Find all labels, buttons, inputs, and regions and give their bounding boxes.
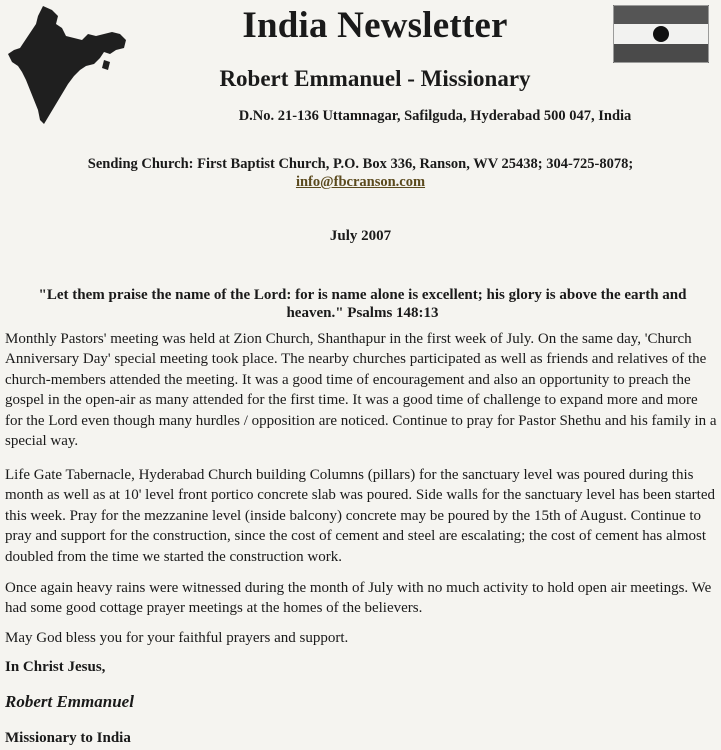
newsletter-date: July 2007 — [329, 228, 392, 244]
paragraph-blessing: May God bless you for your faithful prayers and support. — [5, 630, 349, 646]
signature-name: Robert Emmanuel — [5, 692, 134, 711]
paragraph-church-building: Life Gate Tabernacle, Hyderabad Church building Columns (pillars) for the sanctuary level was poured during this month as well as at 10' level front portico concrete slab was poured. Side walls for the sanctuary level has been started this week. Pray for the mezzanine level (inside balcony) concrete may be poured by the 15th of August. Continue to pray and support for the construction, since the cost of cement and steel are escalating; the cost of cement has almost doubled from the time we started the construction work. — [5, 467, 715, 565]
scripture-verse: "Let them praise the name of the Lord: for is name alone is excellent; his glory is above the earth and heaven." Psalms 148:13 — [38, 287, 687, 321]
sending-church-block — [0, 155, 721, 191]
signature-role: Missionary to India — [5, 730, 131, 746]
sending-church-text: Sending Church: First Baptist Church, P.O. Box 336, Ranson, WV 25438; 304-725-8078; — [87, 156, 634, 172]
missionary-name-subtitle: Robert Emmanuel - Missionary — [219, 66, 531, 91]
page-title: India Newsletter — [242, 5, 508, 46]
email-link[interactable]: info@fbcranson.com — [295, 174, 426, 190]
paragraph-heavy-rains: Once again heavy rains were witnessed during the month of July with no much activity to hold open air meetings. We had some good cottage prayer meetings at the homes of the believers. — [5, 580, 712, 617]
closing-salutation: In Christ Jesus, — [5, 659, 106, 675]
address-line: D.No. 21-136 Uttamnagar, Safilguda, Hyderabad 500 047, India — [238, 108, 632, 124]
paragraph-pastors-meeting: Monthly Pastors' meeting was held at Zion Church, Shanthapur in the first week of July. On the same day, 'Church Anniversary Day' special meeting took place. The nearby churches participated as well as friends and relatives of the church-members attended the meeting. It was a good time of encouragement and also an opportunity to preach the gospel in the open-air as many attended for the first time. It was a good time of challenge to expand more and more for the Lord even though many hurdles / opposition are noticed. Continue to pray for Pastor Shethu and his family in a special way. — [5, 331, 717, 450]
